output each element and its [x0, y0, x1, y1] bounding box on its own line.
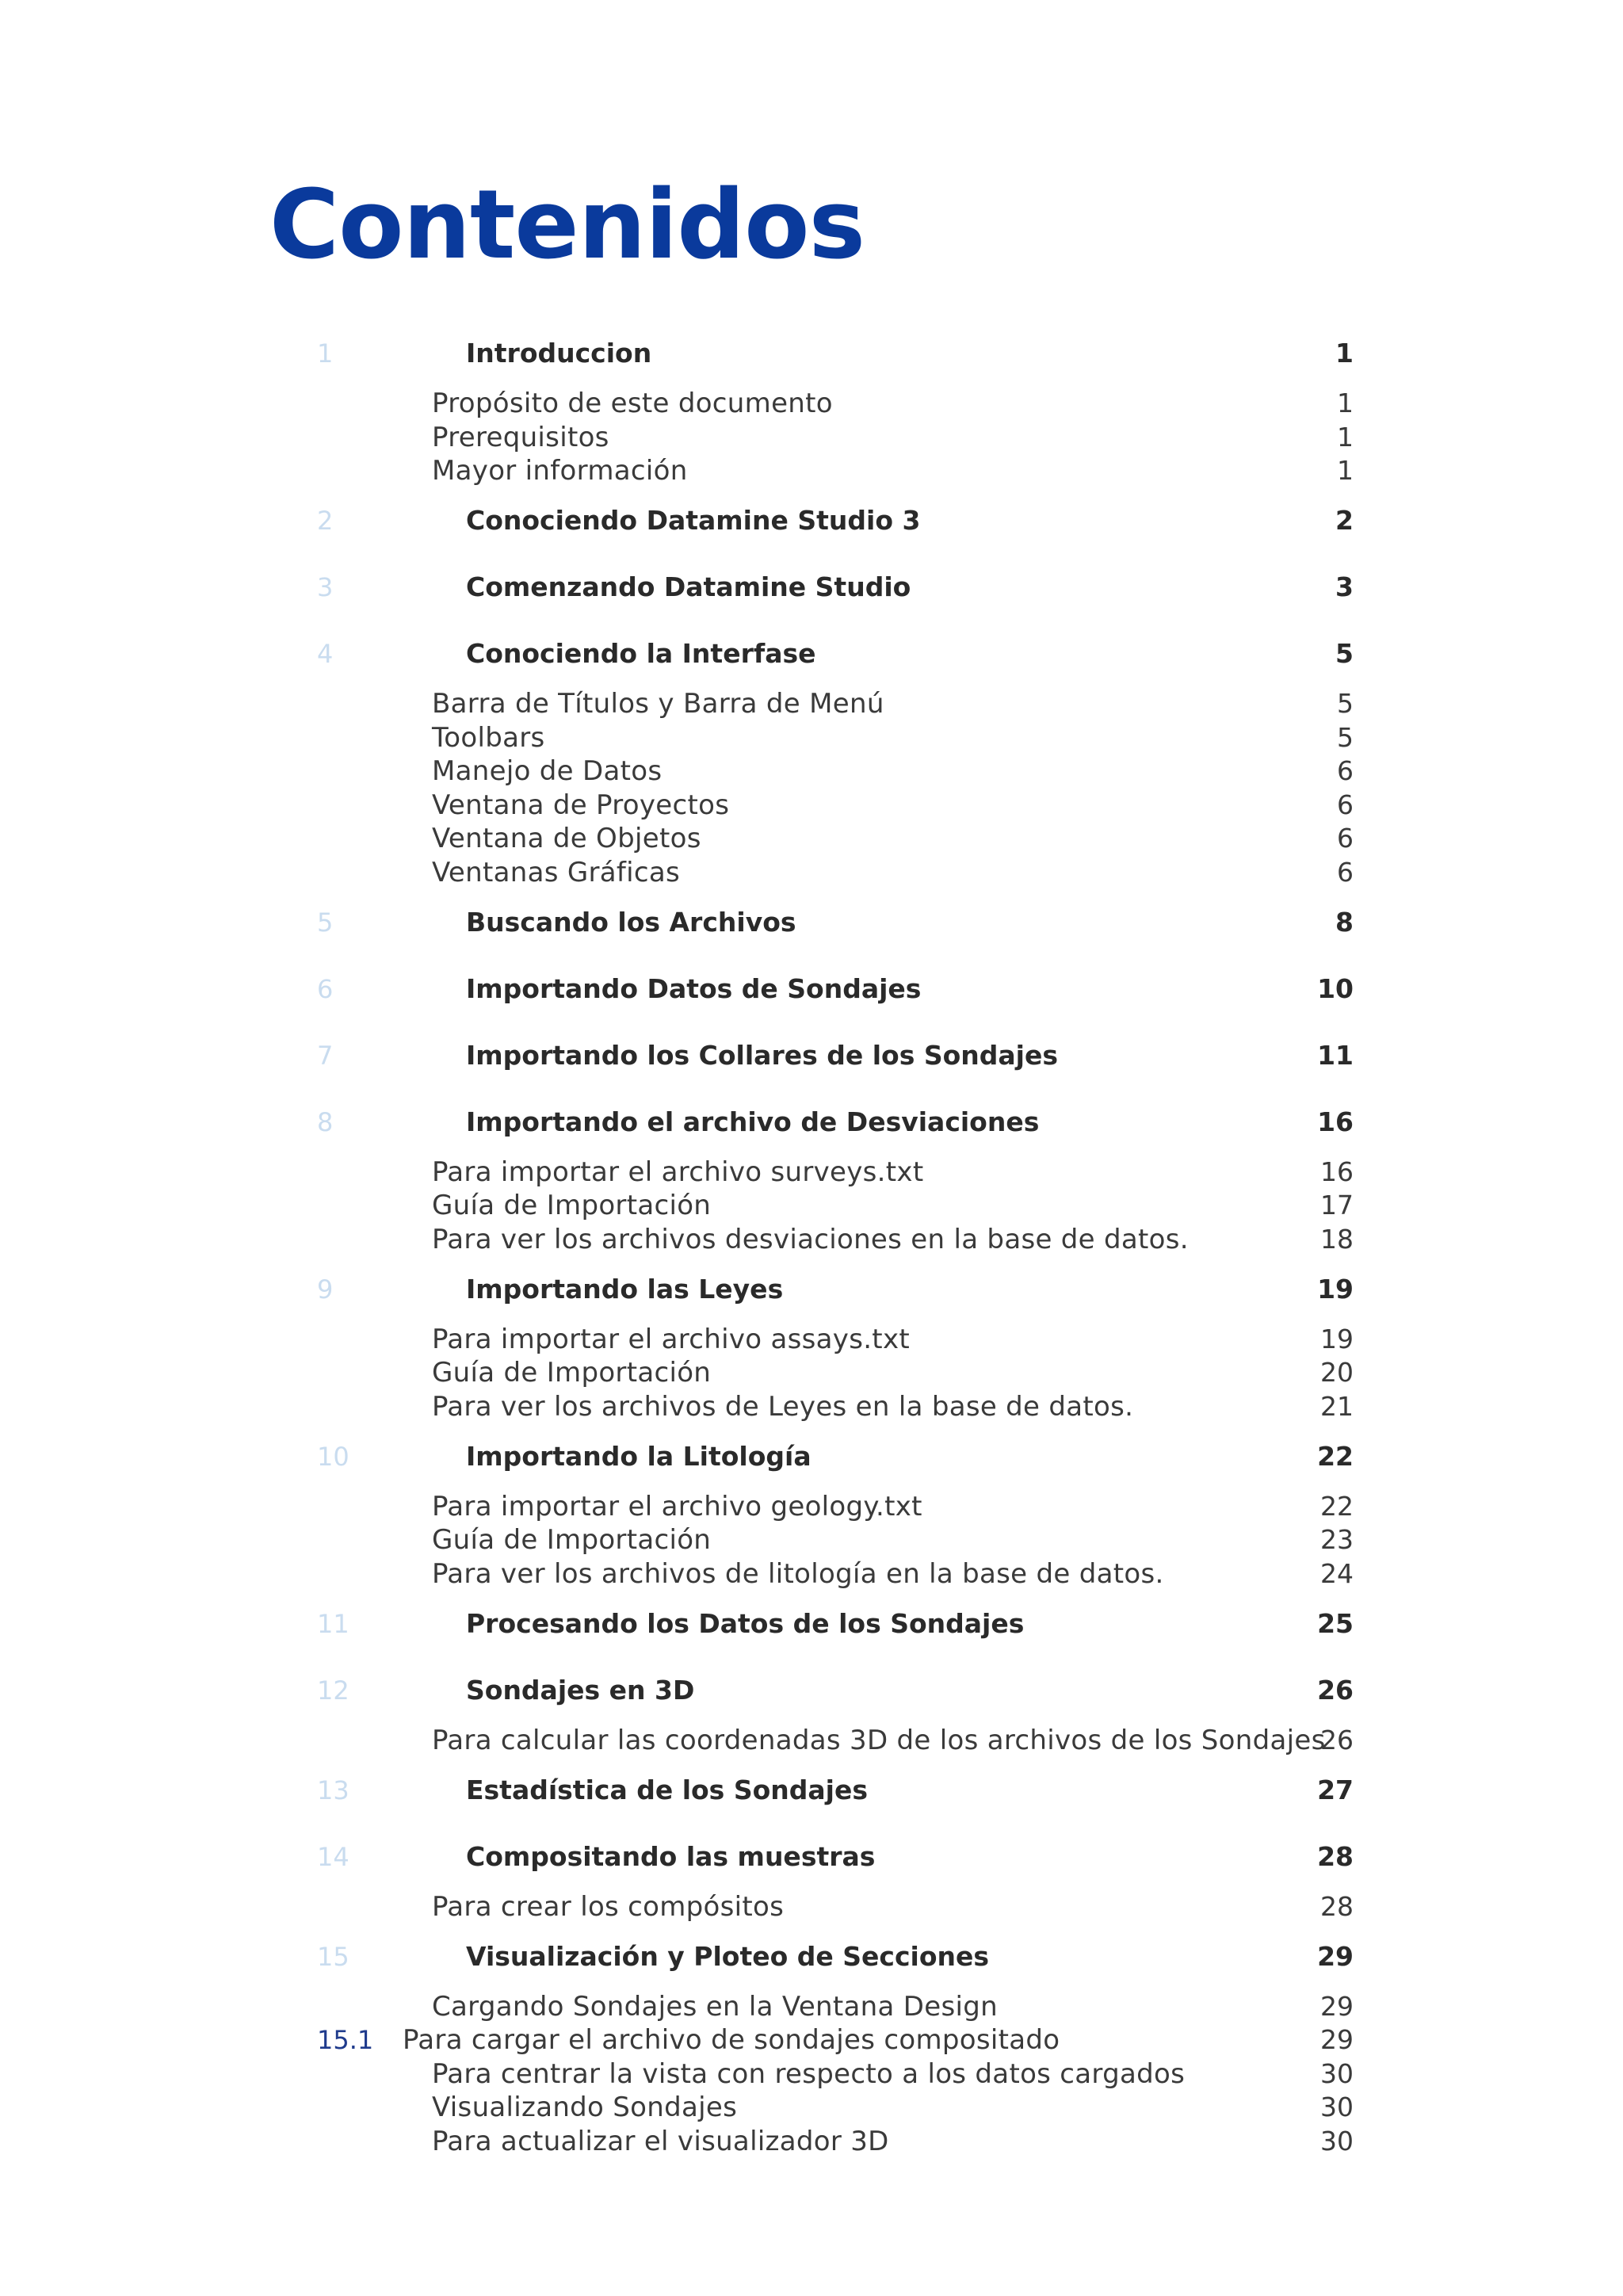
toc-entry-title: Para calcular las coordenadas 3D de los archivos de los Sondajes — [432, 1724, 1326, 1756]
toc-entry-title: Visualizando Sondajes — [432, 2092, 738, 2123]
toc-entry-title: Para ver los archivos desviaciones en la base de datos. — [432, 1223, 1189, 1255]
toc-section-row[interactable] — [0, 755, 1623, 788]
toc-number: 8 — [317, 1106, 334, 1137]
toc-chapter-row[interactable] — [0, 337, 1623, 370]
toc-page-number: 29 — [1320, 2024, 1354, 2055]
toc-section-row[interactable] — [0, 1156, 1623, 1189]
toc-page-number: 17 — [1320, 1190, 1354, 1221]
toc-number: 4 — [317, 639, 334, 669]
toc-chapter-row[interactable] — [0, 1840, 1623, 1874]
toc-entry-title: Introduccion — [466, 338, 652, 369]
toc-number: 15.1 — [317, 2025, 374, 2055]
toc-chapter-row[interactable] — [0, 1039, 1623, 1072]
toc-chapter-row[interactable] — [0, 1440, 1623, 1473]
toc-section-row[interactable] — [0, 1724, 1623, 1757]
toc-entry-title: Ventana de Proyectos — [432, 789, 730, 821]
toc-page-number: 2 — [1335, 505, 1354, 536]
toc-entry-title: Importando las Leyes — [466, 1273, 784, 1305]
toc-page-number: 10 — [1317, 972, 1354, 1004]
toc-page-number: 28 — [1317, 1840, 1354, 1872]
toc-entry-title: Buscando los Archivos — [466, 906, 796, 938]
toc-section-row[interactable] — [0, 2023, 1623, 2057]
toc-page-number: 29 — [1320, 1990, 1354, 2022]
toc-entry-title: Guía de Importación — [432, 1357, 712, 1389]
toc-chapter-row[interactable] — [0, 1273, 1623, 1306]
toc-page-number: 3 — [1335, 571, 1354, 602]
toc-section-row[interactable] — [0, 1189, 1623, 1222]
toc-section-row[interactable] — [0, 856, 1623, 889]
toc-page-number: 1 — [1337, 455, 1354, 486]
toc-page-number: 5 — [1337, 688, 1354, 719]
toc-number: 12 — [317, 1675, 349, 1706]
toc-page-number: 29 — [1317, 1940, 1354, 1972]
toc-entry-title: Para importar el archivo surveys.txt — [432, 1156, 924, 1188]
toc-entry-title: Cargando Sondajes en la Ventana Design — [432, 1990, 998, 2023]
toc-number: 7 — [317, 1040, 334, 1071]
toc-page-number: 11 — [1317, 1039, 1354, 1071]
toc-entry-title: Para importar el archivo geology.txt — [432, 1490, 922, 1522]
toc-entry-title: Toolbars — [432, 721, 545, 754]
toc-section-row[interactable] — [0, 387, 1623, 420]
toc-number: 10 — [317, 1441, 349, 1472]
toc-page-number: 21 — [1320, 1390, 1354, 1422]
toc-chapter-row[interactable] — [0, 1940, 1623, 1973]
toc-entry-title: Conociendo Datamine Studio 3 — [466, 505, 921, 536]
toc-page-number: 26 — [1320, 1724, 1354, 1755]
toc-page-number: 30 — [1320, 2125, 1354, 2157]
toc-page-number: 5 — [1335, 638, 1354, 669]
toc-chapter-row[interactable] — [0, 1106, 1623, 1139]
toc-number: 5 — [317, 907, 334, 938]
toc-chapter-row[interactable] — [0, 1607, 1623, 1641]
page-title: Contenidos — [269, 170, 865, 281]
toc-page-number: 18 — [1320, 1223, 1354, 1255]
toc-page-number: 22 — [1317, 1440, 1354, 1472]
toc-page-number: 6 — [1337, 856, 1354, 888]
toc-section-row[interactable] — [0, 1490, 1623, 1523]
toc-page-number: 22 — [1320, 1490, 1354, 1522]
toc-number: 11 — [317, 1608, 349, 1639]
toc-entry-title: Ventana de Objetos — [432, 823, 701, 854]
toc-number: 2 — [317, 506, 334, 536]
toc-page-number: 26 — [1317, 1674, 1354, 1706]
toc-chapter-row[interactable] — [0, 637, 1623, 670]
toc-section-row[interactable] — [0, 721, 1623, 755]
toc-entry-title: Estadística de los Sondajes — [466, 1774, 868, 1805]
toc-entry-title: Mayor información — [432, 455, 688, 487]
toc-entry-title: Manejo de Datos — [432, 755, 663, 787]
toc-entry-title: Para ver los archivos de litología en la base de datos. — [432, 1557, 1164, 1590]
toc-page-number: 16 — [1320, 1156, 1354, 1187]
toc-page-number: 16 — [1317, 1106, 1354, 1137]
toc-chapter-row[interactable] — [0, 972, 1623, 1006]
toc-page-number: 30 — [1320, 2057, 1354, 2089]
toc-section-row[interactable] — [0, 1223, 1623, 1256]
toc-page-number: 6 — [1337, 755, 1354, 786]
toc-section-row[interactable] — [0, 2057, 1623, 2091]
toc-section-row[interactable] — [0, 2091, 1623, 2124]
toc-section-row[interactable] — [0, 1557, 1623, 1591]
toc-section-row[interactable] — [0, 1890, 1623, 1924]
toc-entry-title: Ventanas Gráficas — [432, 856, 681, 888]
toc-page-number: 24 — [1320, 1557, 1354, 1589]
toc-entry-title: Conociendo la Interfase — [466, 638, 816, 669]
toc-entry-title: Importando los Collares de los Sondajes — [466, 1039, 1058, 1071]
toc-entry-title: Propósito de este documento — [432, 388, 833, 419]
toc-page-number: 25 — [1317, 1607, 1354, 1639]
toc-entry-title: Para importar el archivo assays.txt — [432, 1323, 910, 1355]
toc-entry-title: Para crear los compósitos — [432, 1890, 785, 1923]
toc-section-row[interactable] — [0, 1523, 1623, 1557]
toc-page-number: 23 — [1320, 1524, 1354, 1555]
toc-entry-title: Comenzando Datamine Studio — [466, 571, 911, 602]
toc-number: 9 — [317, 1274, 334, 1305]
toc-number: 14 — [317, 1841, 349, 1872]
toc-page-number: 27 — [1317, 1774, 1354, 1805]
toc-number: 15 — [317, 1941, 349, 1972]
toc-page-number: 6 — [1337, 823, 1354, 854]
toc-entry-title: Guía de Importación — [432, 1190, 712, 1221]
toc-entry-title: Visualización y Ploteo de Secciones — [466, 1940, 990, 1972]
toc-entry-title: Importando Datos de Sondajes — [466, 972, 922, 1004]
toc-entry-title: Para cargar el archivo de sondajes compositado — [403, 2024, 1060, 2056]
toc-section-row[interactable] — [0, 687, 1623, 720]
toc-section-row[interactable] — [0, 1323, 1623, 1356]
toc-entry-title: Importando el archivo de Desviaciones — [466, 1106, 1040, 1137]
toc-section-row[interactable] — [0, 1990, 1623, 2023]
toc-section-row[interactable] — [0, 1390, 1623, 1423]
toc-section-row[interactable] — [0, 454, 1623, 487]
toc-entry-title: Importando la Litología — [466, 1440, 812, 1472]
toc-page-number: 6 — [1337, 789, 1354, 820]
toc-number: 6 — [317, 973, 334, 1004]
toc-chapter-row[interactable] — [0, 504, 1623, 537]
toc-number: 13 — [317, 1775, 349, 1805]
toc-section-row[interactable] — [0, 421, 1623, 454]
toc-chapter-row[interactable] — [0, 571, 1623, 604]
toc-page-number: 1 — [1337, 421, 1354, 453]
toc-entry-title: Procesando los Datos de los Sondajes — [466, 1607, 1025, 1639]
toc-section-row[interactable] — [0, 789, 1623, 822]
toc-chapter-row[interactable] — [0, 1674, 1623, 1707]
toc-section-row[interactable] — [0, 1356, 1623, 1389]
toc-entry-title: Para centrar la vista con respecto a los datos cargados — [432, 2057, 1186, 2090]
toc-page-number: 28 — [1320, 1890, 1354, 1922]
toc-chapter-row[interactable] — [0, 906, 1623, 939]
toc-page-number: 20 — [1320, 1357, 1354, 1388]
toc-number: 1 — [317, 338, 334, 369]
toc-entry-title: Para actualizar el visualizador 3D — [432, 2125, 889, 2157]
toc-page-number: 8 — [1335, 906, 1354, 938]
toc-page-number: 1 — [1335, 338, 1354, 369]
toc-number: 3 — [317, 572, 334, 602]
toc-page-number: 5 — [1337, 721, 1354, 753]
toc-entry-title: Para ver los archivos de Leyes en la base de datos. — [432, 1390, 1134, 1423]
toc-entry-title: Barra de Títulos y Barra de Menú — [432, 688, 884, 720]
toc-entry-title: Compositando las muestras — [466, 1840, 876, 1872]
toc-chapter-row[interactable] — [0, 1774, 1623, 1807]
toc-page-number: 19 — [1320, 1323, 1354, 1354]
toc-entry-title: Guía de Importación — [432, 1524, 712, 1556]
toc-page-number: 30 — [1320, 2092, 1354, 2122]
toc-page-number: 1 — [1337, 388, 1354, 418]
toc-entry-title: Prerequisitos — [432, 421, 609, 453]
toc-page-number: 19 — [1317, 1273, 1354, 1305]
toc-section-row[interactable] — [0, 822, 1623, 855]
toc-entry-title: Sondajes en 3D — [466, 1674, 695, 1706]
toc-section-row[interactable] — [0, 2125, 1623, 2158]
